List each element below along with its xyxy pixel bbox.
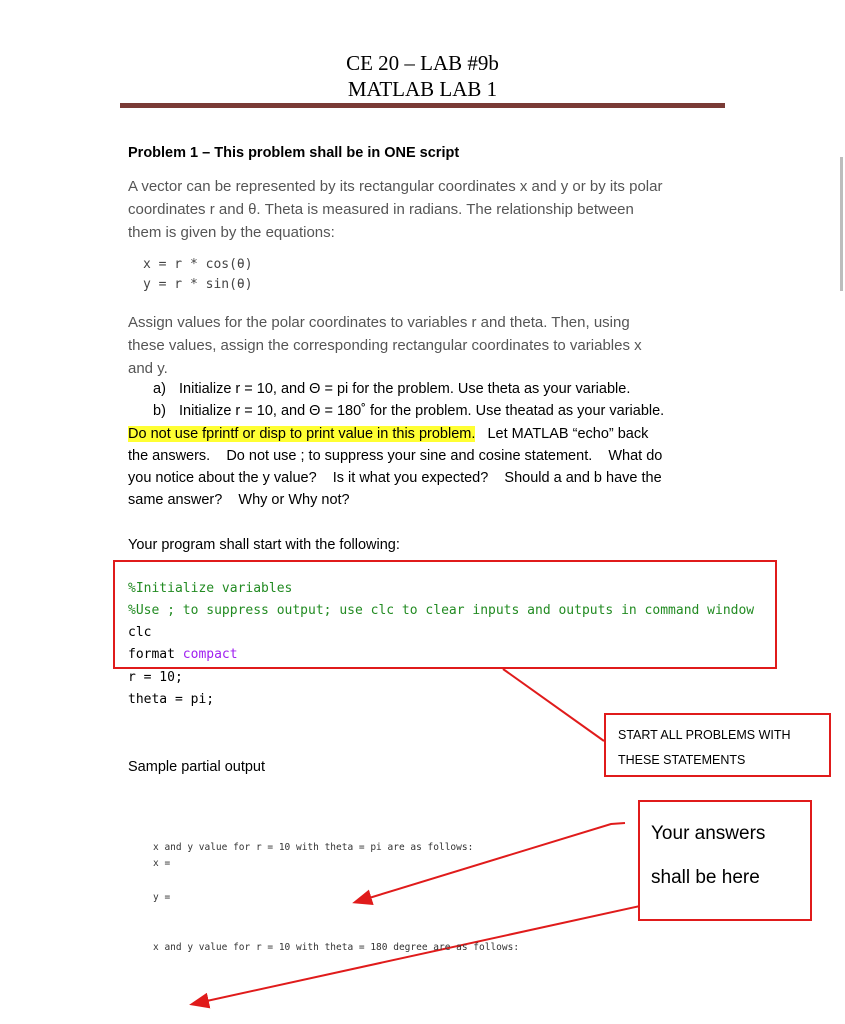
output-line-1: x and y value for r = 10 with theta = pi are as follows: — [153, 842, 474, 853]
callout-1-line-1: START ALL PROBLEMS WITH — [618, 728, 791, 742]
code-comment-2: %Use ; to suppress output; use clc to clear inputs and outputs in command window — [128, 603, 755, 618]
code-theta: theta = pi; — [128, 692, 215, 707]
callout-1-line-2: THESE STATEMENTS — [618, 753, 746, 767]
code-format-keyword: format — [128, 647, 183, 662]
assign-line-3: and y. — [128, 360, 168, 377]
callout-2-line-2: shall be here — [651, 867, 760, 888]
callout-1-connector — [503, 669, 604, 741]
output-line-2: x and y value for r = 10 with theta = 180 degree are as follows: — [153, 942, 520, 953]
callout-answers-here — [638, 800, 812, 921]
problem-heading: Problem 1 – This problem shall be in ONE script — [128, 145, 460, 161]
intro-line-3: them is given by the equations: — [128, 224, 335, 241]
code-clc: clc — [128, 625, 152, 640]
highlighted-warning: Do not use fprintf or disp to print value in this problem. — [128, 426, 476, 442]
output-y-label: y = — [153, 892, 171, 903]
start-label: Your program shall start with the following: — [128, 537, 400, 553]
arrow-to-x-value — [356, 823, 625, 902]
sample-output-label: Sample partial output — [128, 759, 266, 775]
assign-line-1: Assign values for the polar coordinates to variables r and theta. Then, using — [128, 314, 630, 331]
equation-y: y = r * sin(θ) — [143, 277, 253, 292]
code-r: r = 10; — [128, 670, 183, 685]
code-comment-1: %Initialize variables — [128, 581, 293, 596]
assign-line-2: these values, assign the corresponding rectangular coordinates to variables x — [128, 337, 642, 354]
equation-x: x = r * cos(θ) — [143, 257, 253, 272]
doc-title: CE 20 – LAB #9b — [346, 51, 499, 75]
doc-subtitle: MATLAB LAB 1 — [347, 77, 498, 101]
list-item-text: Initialize r = 10, and Θ = 180˚ for the problem. Use theatad as your variable. — [179, 403, 665, 419]
list-item-label: b) — [153, 403, 166, 419]
instructions-line-4: same answer? Why or Why not? — [128, 492, 350, 508]
callout-2-line-1: Your answers — [651, 823, 766, 844]
output-x-label: x = — [153, 858, 171, 869]
intro-line-1: A vector can be represented by its rectangular coordinates x and y or by its polar — [128, 178, 663, 195]
list-item-text: Initialize r = 10, and Θ = pi for the problem. Use theta as your variable. — [179, 381, 631, 397]
instructions-line-2: the answers. Do not use ; to suppress your sine and cosine statement. What do — [128, 448, 663, 464]
echo-text: Let MATLAB “echo” back — [475, 426, 649, 442]
intro-line-2: coordinates r and θ. Theta is measured in radians. The relationship between — [128, 201, 634, 218]
instructions-line-3: you notice about the y value? Is it what you expected? Should a and b have the — [128, 470, 662, 486]
list-item-label: a) — [153, 381, 166, 397]
arrow-to-second-output — [193, 906, 640, 1004]
code-format-arg: compact — [182, 647, 238, 662]
